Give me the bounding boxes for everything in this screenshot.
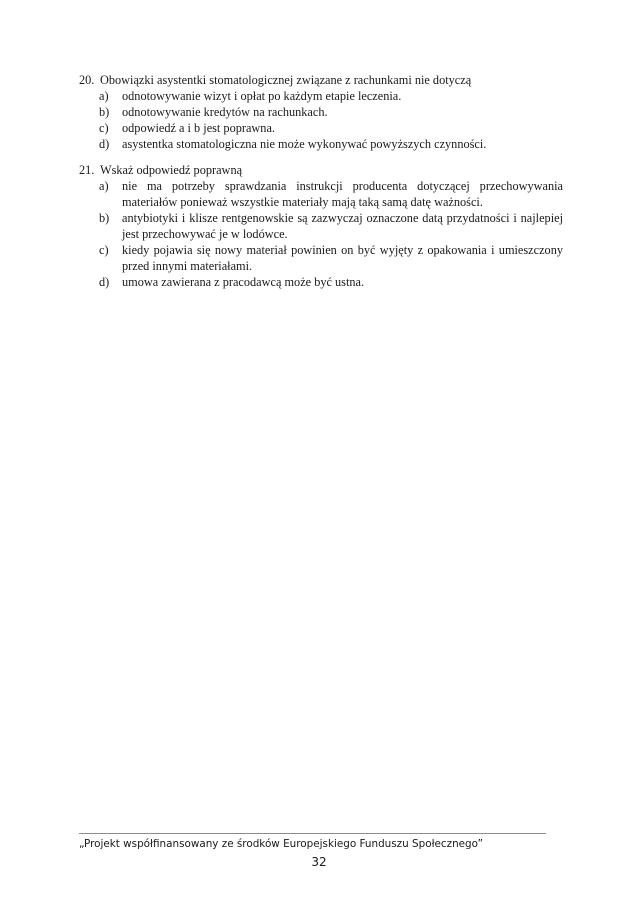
answer-option-b	[99, 210, 563, 242]
answer-option-c	[99, 120, 563, 136]
question-21	[79, 162, 563, 290]
footer-divider	[79, 833, 546, 834]
option-text: odnotowywanie kredytów na rachunkach.	[122, 105, 328, 119]
question-20	[79, 72, 563, 152]
option-letter: b)	[99, 211, 110, 225]
question-header	[79, 72, 563, 88]
option-text: asystentka stomatologiczna nie może wykonywać powyższych czynności.	[122, 137, 487, 151]
answer-option-d	[99, 136, 563, 152]
option-letter: a)	[99, 179, 109, 193]
question-header	[79, 162, 563, 178]
option-letter: c)	[99, 121, 109, 135]
option-text: nie ma potrzeby sprawdzania instrukcji producenta dotyczącej przechowywania materiałów ponieważ wszystkie materiały mają taką samą datę ważności.	[122, 179, 563, 209]
question-text: Wskaż odpowiedź poprawną	[100, 163, 243, 177]
answer-option-d	[99, 274, 563, 290]
option-letter: d)	[99, 275, 110, 289]
option-text: odpowiedź a i b jest poprawna.	[122, 121, 275, 135]
page-number: 32	[311, 855, 327, 869]
option-letter: d)	[99, 137, 110, 151]
answer-options	[79, 88, 563, 152]
option-letter: c)	[99, 243, 109, 257]
answer-options	[79, 178, 563, 290]
question-number: 21.	[79, 163, 95, 177]
answer-option-b	[99, 104, 563, 120]
option-letter: a)	[99, 89, 109, 103]
answer-option-a	[99, 178, 563, 210]
question-text: Obowiązki asystentki stomatologicznej związane z rachunkami nie dotyczą	[100, 73, 472, 87]
footer-funding-note: „Projekt współfinansowany ze środków Europejskiego Funduszu Społecznego”	[79, 838, 484, 850]
answer-option-a	[99, 88, 563, 104]
option-text: umowa zawierana z pracodawcą może być ustna.	[122, 275, 365, 289]
question-number: 20.	[79, 73, 95, 87]
option-text: odnotowywanie wizyt i opłat po każdym etapie leczenia.	[122, 89, 402, 103]
option-letter: b)	[99, 105, 110, 119]
option-text: antybiotyki i klisze rentgenowskie są zazwyczaj oznaczone datą przydatności i najlepiej jest przechowywać je w lodówce.	[122, 211, 563, 241]
option-text: kiedy pojawia się nowy materiał powinien on być wyjęty z opakowania i umieszczony przed innymi materiałami.	[122, 243, 563, 273]
answer-option-c	[99, 242, 563, 274]
